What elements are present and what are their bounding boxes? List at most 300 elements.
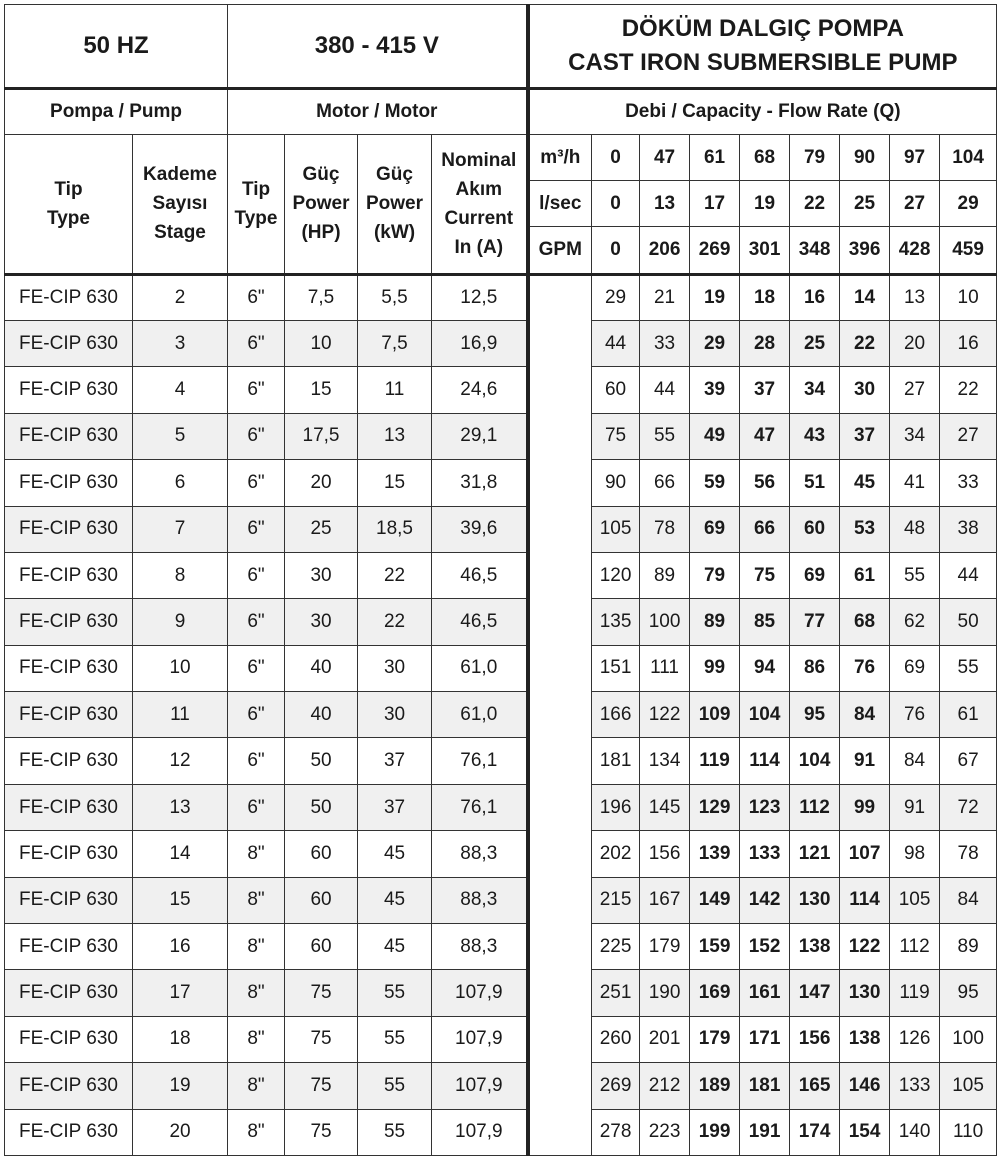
stage-cell: 3	[133, 320, 228, 366]
head-value-cell: 278	[592, 1109, 640, 1155]
head-value-cell: 134	[640, 738, 690, 784]
stage-cell: 6	[133, 460, 228, 506]
motor-group-header	[228, 89, 528, 135]
table-row	[5, 738, 997, 784]
head-value-cell: 76	[840, 645, 890, 691]
head-value-cell: 156	[790, 1016, 840, 1062]
motor-type-cell: 6"	[228, 645, 285, 691]
current-cell: 88,3	[432, 877, 528, 923]
head-value-cell: 38	[940, 506, 997, 552]
table-row	[5, 367, 997, 413]
head-value-cell: 181	[740, 1063, 790, 1109]
power-kw-cell: 55	[358, 970, 432, 1016]
power-hp-cell: 40	[285, 692, 358, 738]
flow-value-cell: 0	[592, 181, 640, 227]
head-value-cell: 95	[790, 692, 840, 738]
pump-group-header	[5, 89, 228, 135]
head-value-cell: 68	[840, 599, 890, 645]
current-cell: 76,1	[432, 784, 528, 830]
head-value-cell: 110	[940, 1109, 997, 1155]
title-turkish: DÖKÜM DALGIÇ POMPA	[621, 15, 904, 43]
flow-value-cell: 19	[740, 181, 790, 227]
model-cell: FE-CIP 630	[5, 692, 133, 738]
power-kw-cell: 11	[358, 367, 432, 413]
flow-unit-label: GPM	[528, 227, 592, 274]
head-value-cell: 48	[890, 506, 940, 552]
head-value-cell: 98	[890, 831, 940, 877]
capacity-group-header	[528, 89, 997, 135]
head-value-cell: 22	[840, 320, 890, 366]
table-row	[5, 645, 997, 691]
flow-value-cell: 90	[840, 135, 890, 181]
stage-cell: 20	[133, 1109, 228, 1155]
head-value-cell: 76	[890, 692, 940, 738]
table-row	[5, 784, 997, 830]
head-value-cell: 105	[890, 877, 940, 923]
flow-value-cell: 27	[890, 181, 940, 227]
flow-value-cell: 29	[940, 181, 997, 227]
power-hp-header-line3: (HP)	[301, 222, 341, 244]
motor-type-cell: 8"	[228, 1016, 285, 1062]
power-hp-cell: 20	[285, 460, 358, 506]
head-value-cell: 43	[790, 413, 840, 459]
motor-type-cell: 6"	[228, 320, 285, 366]
stage-cell: 13	[133, 784, 228, 830]
pump-performance-table	[4, 4, 997, 1156]
model-cell: FE-CIP 630	[5, 599, 133, 645]
head-value-cell: 114	[740, 738, 790, 784]
table-row	[5, 1109, 997, 1155]
head-value-cell: 69	[790, 552, 840, 598]
table-row	[5, 1016, 997, 1062]
head-value-cell: 14	[840, 274, 890, 320]
head-value-cell: 126	[890, 1016, 940, 1062]
pump-type-header-tr: Tip	[54, 178, 83, 200]
head-value-cell: 39	[690, 367, 740, 413]
power-kw-cell: 55	[358, 1109, 432, 1155]
head-value-cell: 49	[690, 413, 740, 459]
head-value-cell: 109	[690, 692, 740, 738]
head-value-cell: 77	[790, 599, 840, 645]
stage-cell: 17	[133, 970, 228, 1016]
motor-type-cell: 6"	[228, 506, 285, 552]
head-value-cell: 223	[640, 1109, 690, 1155]
head-value-cell: 114	[840, 877, 890, 923]
head-value-cell: 50	[940, 599, 997, 645]
model-cell: FE-CIP 630	[5, 1063, 133, 1109]
pump-type-header-en: Type	[47, 207, 90, 229]
head-value-cell: 119	[890, 970, 940, 1016]
current-cell: 88,3	[432, 924, 528, 970]
head-value-cell: 111	[640, 645, 690, 691]
head-value-cell: 191	[740, 1109, 790, 1155]
head-value-cell: 91	[840, 738, 890, 784]
stage-cell: 18	[133, 1016, 228, 1062]
head-value-cell: 56	[740, 460, 790, 506]
stage-cell: 15	[133, 877, 228, 923]
motor-type-header-tr: Tip	[241, 178, 271, 200]
head-value-cell: 161	[740, 970, 790, 1016]
power-hp-cell: 15	[285, 367, 358, 413]
head-value-cell: 133	[740, 831, 790, 877]
current-header	[432, 135, 528, 274]
head-value-cell: 269	[592, 1063, 640, 1109]
head-value-cell: 149	[690, 877, 740, 923]
model-cell: FE-CIP 630	[5, 831, 133, 877]
head-value-cell: 135	[592, 599, 640, 645]
table-row	[5, 831, 997, 877]
head-value-cell: 151	[592, 645, 640, 691]
current-cell: 107,9	[432, 1063, 528, 1109]
table-row	[5, 552, 997, 598]
head-value-cell: 94	[740, 645, 790, 691]
head-value-cell: 179	[640, 924, 690, 970]
current-header-line3: Current	[444, 207, 514, 229]
model-cell: FE-CIP 630	[5, 274, 133, 320]
voltage-label: 380 - 415 V	[314, 32, 439, 60]
head-value-cell: 29	[690, 320, 740, 366]
model-cell: FE-CIP 630	[5, 1109, 133, 1155]
power-hp-header-line2: Power	[292, 193, 350, 215]
head-value-cell: 212	[640, 1063, 690, 1109]
head-value-cell: 75	[592, 413, 640, 459]
power-hp-cell: 75	[285, 970, 358, 1016]
model-cell: FE-CIP 630	[5, 320, 133, 366]
head-value-cell: 146	[840, 1063, 890, 1109]
power-kw-cell: 15	[358, 460, 432, 506]
head-value-cell: 44	[940, 552, 997, 598]
head-value-cell: 130	[790, 877, 840, 923]
current-cell: 107,9	[432, 1016, 528, 1062]
power-hp-cell: 7,5	[285, 274, 358, 320]
motor-type-cell: 6"	[228, 413, 285, 459]
power-hp-cell: 75	[285, 1016, 358, 1062]
model-cell: FE-CIP 630	[5, 970, 133, 1016]
power-kw-cell: 45	[358, 924, 432, 970]
stage-cell: 16	[133, 924, 228, 970]
head-value-cell: 66	[640, 460, 690, 506]
pump-type-header	[5, 135, 133, 274]
head-value-cell: 75	[740, 552, 790, 598]
head-value-cell: 189	[690, 1063, 740, 1109]
flow-unit-label: l/sec	[528, 181, 592, 227]
power-hp-header	[285, 135, 358, 274]
head-value-cell: 20	[890, 320, 940, 366]
power-kw-cell: 7,5	[358, 320, 432, 366]
model-cell: FE-CIP 630	[5, 367, 133, 413]
power-kw-cell: 13	[358, 413, 432, 459]
flow-value-cell: 459	[940, 227, 997, 274]
head-value-cell: 72	[940, 784, 997, 830]
flow-value-cell: 22	[790, 181, 840, 227]
head-value-cell: 199	[690, 1109, 740, 1155]
head-value-cell: 30	[840, 367, 890, 413]
table-row	[5, 692, 997, 738]
head-value-cell: 202	[592, 831, 640, 877]
stage-header-line1: Kademe	[143, 164, 217, 186]
head-value-cell: 100	[640, 599, 690, 645]
model-cell: FE-CIP 630	[5, 924, 133, 970]
current-cell: 107,9	[432, 1109, 528, 1155]
title-english: CAST IRON SUBMERSIBLE PUMP	[568, 49, 958, 77]
head-value-cell: 190	[640, 970, 690, 1016]
model-cell: FE-CIP 630	[5, 645, 133, 691]
pump-group-label: Pompa / Pump	[50, 101, 182, 123]
head-value-cell: 166	[592, 692, 640, 738]
power-hp-cell: 75	[285, 1109, 358, 1155]
head-value-cell: 179	[690, 1016, 740, 1062]
head-value-cell: 55	[940, 645, 997, 691]
head-value-cell: 138	[790, 924, 840, 970]
head-value-cell: 107	[840, 831, 890, 877]
power-kw-cell: 18,5	[358, 506, 432, 552]
head-value-cell: 22	[940, 367, 997, 413]
head-value-cell: 91	[890, 784, 940, 830]
flow-value-cell: 0	[592, 227, 640, 274]
current-cell: 31,8	[432, 460, 528, 506]
motor-type-cell: 6"	[228, 274, 285, 320]
model-cell: FE-CIP 630	[5, 506, 133, 552]
stage-header-line2: Sayısı	[152, 193, 208, 215]
current-cell: 29,1	[432, 413, 528, 459]
head-value-cell: 13	[890, 274, 940, 320]
head-value-cell: 99	[690, 645, 740, 691]
head-value-cell: 99	[840, 784, 890, 830]
table-row	[5, 877, 997, 923]
head-value-cell: 159	[690, 924, 740, 970]
motor-type-cell: 6"	[228, 738, 285, 784]
head-value-cell: 89	[640, 552, 690, 598]
head-value-cell: 152	[740, 924, 790, 970]
head-value-cell: 165	[790, 1063, 840, 1109]
model-cell: FE-CIP 630	[5, 460, 133, 506]
stage-header	[133, 135, 228, 274]
model-cell: FE-CIP 630	[5, 738, 133, 784]
head-value-cell: 89	[690, 599, 740, 645]
head-value-cell: 21	[640, 274, 690, 320]
stage-cell: 4	[133, 367, 228, 413]
motor-type-cell: 6"	[228, 552, 285, 598]
voltage-cell	[228, 5, 528, 89]
head-value-cell: 59	[690, 460, 740, 506]
head-value-cell: 145	[640, 784, 690, 830]
head-value-cell: 18	[740, 274, 790, 320]
power-kw-cell: 30	[358, 645, 432, 691]
head-value-cell: 78	[640, 506, 690, 552]
head-value-cell: 44	[640, 367, 690, 413]
head-value-cell: 69	[690, 506, 740, 552]
current-header-line2: Akım	[455, 178, 503, 200]
head-value-cell: 62	[890, 599, 940, 645]
head-value-cell: 215	[592, 877, 640, 923]
head-value-cell: 171	[740, 1016, 790, 1062]
power-hp-cell: 60	[285, 831, 358, 877]
power-kw-cell: 55	[358, 1063, 432, 1109]
head-value-cell: 84	[840, 692, 890, 738]
current-cell: 76,1	[432, 738, 528, 784]
head-value-cell: 28	[740, 320, 790, 366]
power-kw-header-line2: Power	[366, 193, 424, 215]
head-value-cell: 169	[690, 970, 740, 1016]
motor-type-cell: 8"	[228, 1063, 285, 1109]
head-value-cell: 55	[640, 413, 690, 459]
model-cell: FE-CIP 630	[5, 413, 133, 459]
table-row	[5, 599, 997, 645]
power-hp-cell: 30	[285, 599, 358, 645]
head-value-cell: 78	[940, 831, 997, 877]
head-value-cell: 119	[690, 738, 740, 784]
flow-value-cell: 206	[640, 227, 690, 274]
head-value-cell: 10	[940, 274, 997, 320]
head-value-cell: 47	[740, 413, 790, 459]
stage-cell: 2	[133, 274, 228, 320]
flow-value-cell: 25	[840, 181, 890, 227]
current-header-line4: In (A)	[454, 236, 504, 258]
stage-cell: 10	[133, 645, 228, 691]
head-value-cell: 84	[890, 738, 940, 784]
motor-type-cell: 8"	[228, 970, 285, 1016]
head-value-cell: 104	[740, 692, 790, 738]
table-row	[5, 506, 997, 552]
power-hp-cell: 25	[285, 506, 358, 552]
power-hp-cell: 60	[285, 924, 358, 970]
head-value-cell: 154	[840, 1109, 890, 1155]
head-value-cell: 41	[890, 460, 940, 506]
head-value-cell: 120	[592, 552, 640, 598]
power-hp-cell: 75	[285, 1063, 358, 1109]
flow-value-cell: 428	[890, 227, 940, 274]
motor-type-cell: 8"	[228, 877, 285, 923]
head-value-cell: 139	[690, 831, 740, 877]
motor-type-cell: 6"	[228, 367, 285, 413]
head-value-cell: 25	[790, 320, 840, 366]
frequency-label: 50 HZ	[83, 32, 149, 60]
power-kw-header	[358, 135, 432, 274]
head-value-cell: 251	[592, 970, 640, 1016]
head-value-cell: 16	[790, 274, 840, 320]
head-value-cell: 122	[640, 692, 690, 738]
head-value-cell: 147	[790, 970, 840, 1016]
current-cell: 88,3	[432, 831, 528, 877]
head-value-cell: 51	[790, 460, 840, 506]
current-header-line1: Nominal	[441, 149, 517, 171]
power-kw-header-line3: (kW)	[373, 222, 416, 244]
stage-cell: 14	[133, 831, 228, 877]
head-value-cell: 167	[640, 877, 690, 923]
table-row	[5, 924, 997, 970]
head-value-cell: 129	[690, 784, 740, 830]
current-cell: 61,0	[432, 645, 528, 691]
head-value-cell: 44	[592, 320, 640, 366]
motor-group-label: Motor / Motor	[316, 101, 438, 123]
head-value-cell: 138	[840, 1016, 890, 1062]
flow-value-cell: 269	[690, 227, 740, 274]
motor-type-cell: 6"	[228, 460, 285, 506]
head-value-cell: 104	[790, 738, 840, 784]
head-value-cell: 181	[592, 738, 640, 784]
head-value-cell: 89	[940, 924, 997, 970]
head-value-cell: 105	[940, 1063, 997, 1109]
head-value-cell: 27	[940, 413, 997, 459]
stage-cell: 9	[133, 599, 228, 645]
head-value-cell: 61	[840, 552, 890, 598]
head-value-cell: 85	[740, 599, 790, 645]
table-row	[5, 320, 997, 366]
stage-cell: 8	[133, 552, 228, 598]
head-value-cell: 174	[790, 1109, 840, 1155]
head-value-cell: 196	[592, 784, 640, 830]
head-value-cell: 79	[690, 552, 740, 598]
power-hp-cell: 50	[285, 784, 358, 830]
head-value-cell: 112	[890, 924, 940, 970]
head-value-cell: 225	[592, 924, 640, 970]
current-cell: 107,9	[432, 970, 528, 1016]
head-value-cell: 112	[790, 784, 840, 830]
power-kw-cell: 45	[358, 877, 432, 923]
flow-value-cell: 396	[840, 227, 890, 274]
power-kw-cell: 22	[358, 552, 432, 598]
head-value-cell: 34	[890, 413, 940, 459]
head-value-cell: 140	[890, 1109, 940, 1155]
head-value-cell: 142	[740, 877, 790, 923]
head-value-cell: 66	[740, 506, 790, 552]
head-value-cell: 19	[690, 274, 740, 320]
table-row	[5, 413, 997, 459]
stage-header-line3: Stage	[154, 222, 206, 244]
flow-value-cell: 79	[790, 135, 840, 181]
head-value-cell: 67	[940, 738, 997, 784]
flow-unit-label: m³/h	[528, 135, 592, 181]
head-value-cell: 55	[890, 552, 940, 598]
power-hp-cell: 40	[285, 645, 358, 691]
power-hp-header-line1: Güç	[302, 164, 340, 186]
stage-cell: 11	[133, 692, 228, 738]
title-cell	[528, 5, 997, 89]
current-cell: 39,6	[432, 506, 528, 552]
flow-value-cell: 301	[740, 227, 790, 274]
motor-type-cell: 8"	[228, 924, 285, 970]
current-cell: 46,5	[432, 599, 528, 645]
current-cell: 12,5	[432, 274, 528, 320]
head-value-cell: 121	[790, 831, 840, 877]
power-kw-cell: 22	[358, 599, 432, 645]
flow-value-cell: 0	[592, 135, 640, 181]
head-value-cell: 33	[940, 460, 997, 506]
current-cell: 46,5	[432, 552, 528, 598]
motor-type-header	[228, 135, 285, 274]
stage-cell: 12	[133, 738, 228, 784]
flow-value-cell: 348	[790, 227, 840, 274]
head-value-cell: 156	[640, 831, 690, 877]
table-row	[5, 274, 997, 320]
table-row	[5, 1063, 997, 1109]
stage-cell: 5	[133, 413, 228, 459]
head-value-cell: 16	[940, 320, 997, 366]
power-kw-cell: 45	[358, 831, 432, 877]
power-hp-cell: 10	[285, 320, 358, 366]
head-value-cell: 37	[740, 367, 790, 413]
model-cell: FE-CIP 630	[5, 877, 133, 923]
flow-value-cell: 61	[690, 135, 740, 181]
flow-value-cell: 68	[740, 135, 790, 181]
model-cell: FE-CIP 630	[5, 1016, 133, 1062]
power-hp-cell: 17,5	[285, 413, 358, 459]
head-value-cell: 123	[740, 784, 790, 830]
head-axis-label-cell	[528, 274, 592, 1155]
head-value-cell: 122	[840, 924, 890, 970]
head-value-cell: 130	[840, 970, 890, 1016]
head-value-cell: 61	[940, 692, 997, 738]
